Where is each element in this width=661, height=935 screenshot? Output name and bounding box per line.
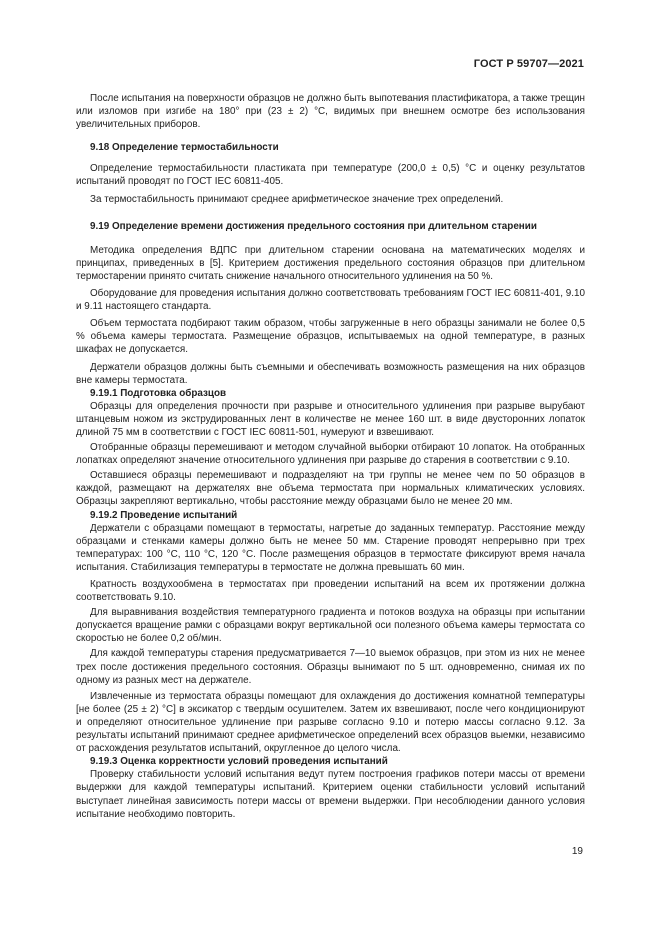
- paragraph: За термостабильность принимают среднее арифметическое значение трех определений.: [90, 193, 504, 205]
- paragraph: Оборудование для проведения испытания должно соответствовать требованиям ГОСТ IEC 60811-401, 9.10 и 9.11 настоящего стандарта.: [76, 288, 585, 313]
- standard-header: ГОСТ Р 59707—2021: [473, 58, 584, 70]
- paragraph: Образцы для определения прочности при разрыве и относительного удлинения при разрыве вырубают штанцевым ножом из экструдированных лент в количестве не менее 160 шт. в виде двусторонних лопаток длиной 75 мм в соответствии с ГОСТ IEC 60811-501, нумеруют и взвешивают.: [76, 400, 585, 438]
- paragraph: Отобранные образцы перемешивают и методом случайной выборки отбирают 10 лопаток. На отобранных лопатках определяют значение относительного удлинения при разрыве до старения в соответствии с 9.10.: [76, 442, 585, 467]
- paragraph: Методика определения ВДПС при длительном старении основана на математических моделях и принципах, приведенных в [5]. Критерием достижения предельного состояния образцов при длительном термостарении принято считать снижение начального относительного удлинения на 50 %.: [76, 244, 585, 282]
- section-heading: 9.19 Определение времени достижения предельного состояния при длительном старении: [90, 220, 537, 232]
- paragraph: Объем термостата подбирают таким образом, чтобы загруженные в него образцы занимали не более 0,5 % объема камеры термостата. Размещение образцов, испытываемых на одной температуре, в разных шкафах не допускается.: [76, 318, 585, 356]
- paragraph: После испытания на поверхности образцов не должно быть выпотевания пластификатора, а также трещин или изломов при изгибе на 180° при (23 ± 2) °С, видимых при внешнем осмотре без использования увеличительных приборов.: [76, 93, 585, 131]
- paragraph: Оставшиеся образцы перемешивают и подразделяют на три группы не менее чем по 50 образцов в каждой, размещают на держателях вне объема термостата при нормальных климатических условиях. Образцы закрепляют вертикально, чтобы расстояние между образцами было не менее 20 мм.: [76, 470, 585, 508]
- paragraph: Держатели образцов должны быть съемными и обеспечивать возможность размещения на них образцов вне камеры термостата.: [76, 361, 585, 386]
- document-body: [76, 92, 585, 821]
- paragraph: Определение термостабильности пластиката при температуре (200,0 ± 0,5) °С и оценку результатов испытаний проводят по ГОСТ IEC 60811-405.: [76, 163, 585, 188]
- paragraph: Для каждой температуры старения предусматривается 7—10 выемок образцов, при этом из них не менее трех после достижения предельного состояния. Образцы вынимают по 5 шт. одновременно, снимая их по одному из разных мест на держателе.: [76, 648, 585, 686]
- section-heading: 9.19.3 Оценка корректности условий проведения испытаний: [90, 756, 388, 768]
- page-number: 19: [571, 846, 583, 857]
- section-heading: 9.19.1 Подготовка образцов: [90, 387, 227, 399]
- paragraph: Кратность воздухообмена в термостатах при проведении испытаний на всем их протяжении должна соответствовать 9.10.: [76, 579, 585, 604]
- paragraph: Извлеченные из термостата образцы помещают для охлаждения до достижения комнатной температуры [не более (25 ± 2) °С] в эксикатор с твердым осушителем. Затем их взвешивают, после чего кондиционируют и определяют относительное удлинение при разрыве согласно 9.10 и потерю массы согласно 9.12. За результаты испытаний принимают среднее арифметическое определений всех образцов выемки, независимо от расхождения результатов испытаний, округленное до целого числа.: [76, 690, 585, 755]
- paragraph: Для выравнивания воздействия температурного градиента и потоков воздуха на образцы при испытании допускается вращение рамки с образцами вокруг вертикальной оси полезного объема камеры термостата со скоростью не более 0,2 об/мин.: [76, 607, 585, 645]
- section-heading: 9.19.2 Проведение испытаний: [90, 509, 238, 521]
- paragraph: Держатели с образцами помещают в термостаты, нагретые до заданных температур. Расстояние между образцами и стенками камеры должно быть не менее 50 мм. Старение проводят непрерывно при трех температурах: 100 °С, 110 °С, 120 °С. После размещения образцов в термостате фиксируют время начала испытания. Стабилизация температуры в термостате не должна превышать 60 мин.: [76, 522, 585, 573]
- section-heading: 9.18 Определение термостабильности: [90, 142, 279, 154]
- paragraph: Проверку стабильности условий испытания ведут путем построения графиков потери массы от времени выдержки для каждой температуры испытаний. Критерием оценки стабильности условий испытаний выступает линейная зависимость потери массы от времени выдержки. При несоблюдении данного условия испытание необходимо повторить.: [76, 769, 585, 820]
